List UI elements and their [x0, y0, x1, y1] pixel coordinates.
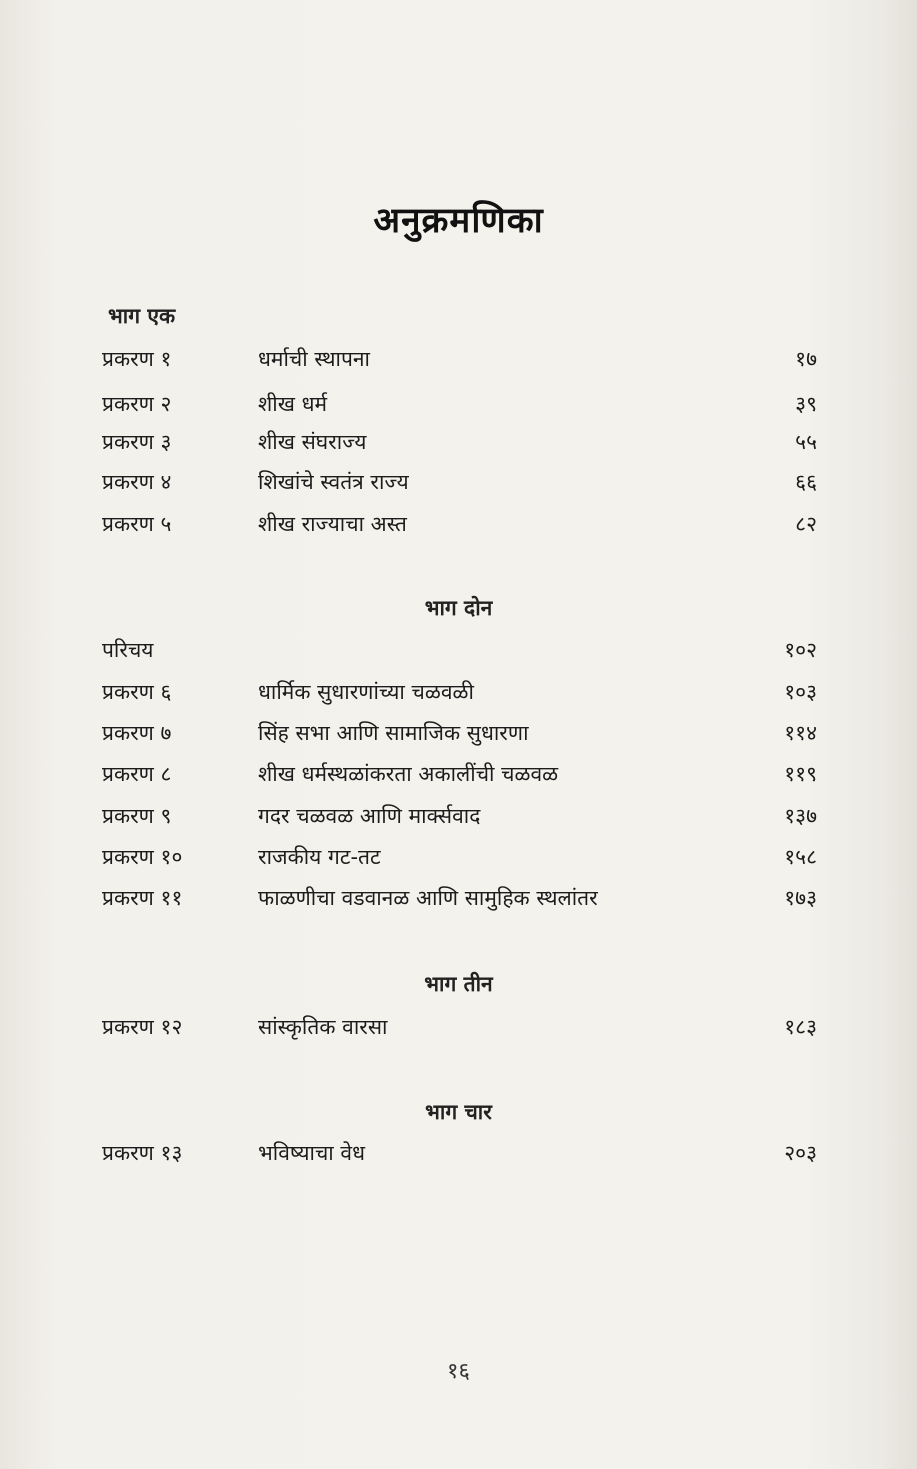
toc-entry — [0, 884, 917, 924]
entry-page: १५८ — [784, 845, 817, 869]
entry-page: १७ — [795, 347, 817, 371]
part-heading-1: भाग एक — [108, 304, 176, 328]
entry-label: परिचय — [102, 638, 154, 662]
toc-entry — [0, 802, 917, 842]
entry-page: १८३ — [784, 1015, 817, 1039]
entry-page: ८२ — [795, 512, 817, 536]
toc-entry — [0, 760, 917, 800]
entry-title: शीख राज्याचा अस्त — [258, 512, 407, 536]
entry-page: ५५ — [795, 430, 817, 454]
entry-label: प्रकरण ९ — [102, 804, 172, 828]
entry-title: गदर चळवळ आणि मार्क्सवाद — [258, 804, 481, 828]
entry-page: १७३ — [784, 886, 817, 910]
toc-entry — [0, 345, 917, 385]
entry-page: ११४ — [784, 721, 817, 745]
entry-label: प्रकरण ५ — [102, 512, 172, 536]
toc-entry — [0, 719, 917, 759]
entry-title: फाळणीचा वडवानळ आणि सामुहिक स्थलांतर — [258, 886, 598, 910]
entry-title: शिखांचे स्वतंत्र राज्य — [258, 470, 409, 494]
entry-label: प्रकरण १ — [102, 347, 172, 371]
entry-label: प्रकरण ११ — [102, 886, 183, 910]
toc-entry — [0, 636, 917, 676]
entry-title: शीख संघराज्य — [258, 430, 367, 454]
entry-label: प्रकरण ३ — [102, 430, 172, 454]
entry-label: प्रकरण ८ — [102, 762, 172, 786]
entry-title: भविष्याचा वेध — [258, 1141, 365, 1165]
entry-label: प्रकरण १० — [102, 845, 183, 869]
part-heading-2: भाग दोन — [424, 596, 493, 620]
entry-label: प्रकरण ७ — [102, 721, 172, 745]
toc-entry — [0, 510, 917, 550]
entry-label: प्रकरण १३ — [102, 1141, 183, 1165]
entry-page: १३७ — [784, 804, 817, 828]
entry-title: राजकीय गट-तट — [258, 845, 381, 869]
toc-entry — [0, 1139, 917, 1179]
entry-title: शीख धर्मस्थळांकरता अकालींची चळवळ — [258, 762, 559, 786]
entry-title: शीख धर्म — [258, 392, 328, 416]
entry-title: सिंह सभा आणि सामाजिक सुधारणा — [258, 721, 529, 745]
entry-page: १०२ — [784, 638, 817, 662]
entry-page: ६६ — [795, 470, 817, 494]
toc-entry — [0, 843, 917, 883]
entry-label: प्रकरण १२ — [102, 1015, 183, 1039]
entry-label: प्रकरण २ — [102, 392, 172, 416]
entry-page: ३९ — [795, 392, 817, 416]
entry-title: सांस्कृतिक वारसा — [258, 1015, 388, 1039]
toc-entry — [0, 390, 917, 430]
entry-label: प्रकरण ६ — [102, 680, 172, 704]
toc-entry — [0, 428, 917, 468]
toc-entry — [0, 678, 917, 718]
toc-entry — [0, 1013, 917, 1053]
entry-title: धार्मिक सुधारणांच्या चळवळी — [258, 680, 474, 704]
entry-title: धर्माची स्थापना — [258, 347, 370, 371]
toc-title: अनुक्रमणिका — [373, 200, 544, 241]
entry-label: प्रकरण ४ — [102, 470, 172, 494]
part-heading-4: भाग चार — [425, 1100, 492, 1124]
page-number: १६ — [447, 1359, 470, 1384]
entry-page: २०३ — [784, 1141, 817, 1165]
toc-entry — [0, 468, 917, 508]
part-heading-3: भाग तीन — [424, 972, 493, 996]
entry-page: १०३ — [784, 680, 817, 704]
entry-page: ११९ — [784, 762, 817, 786]
